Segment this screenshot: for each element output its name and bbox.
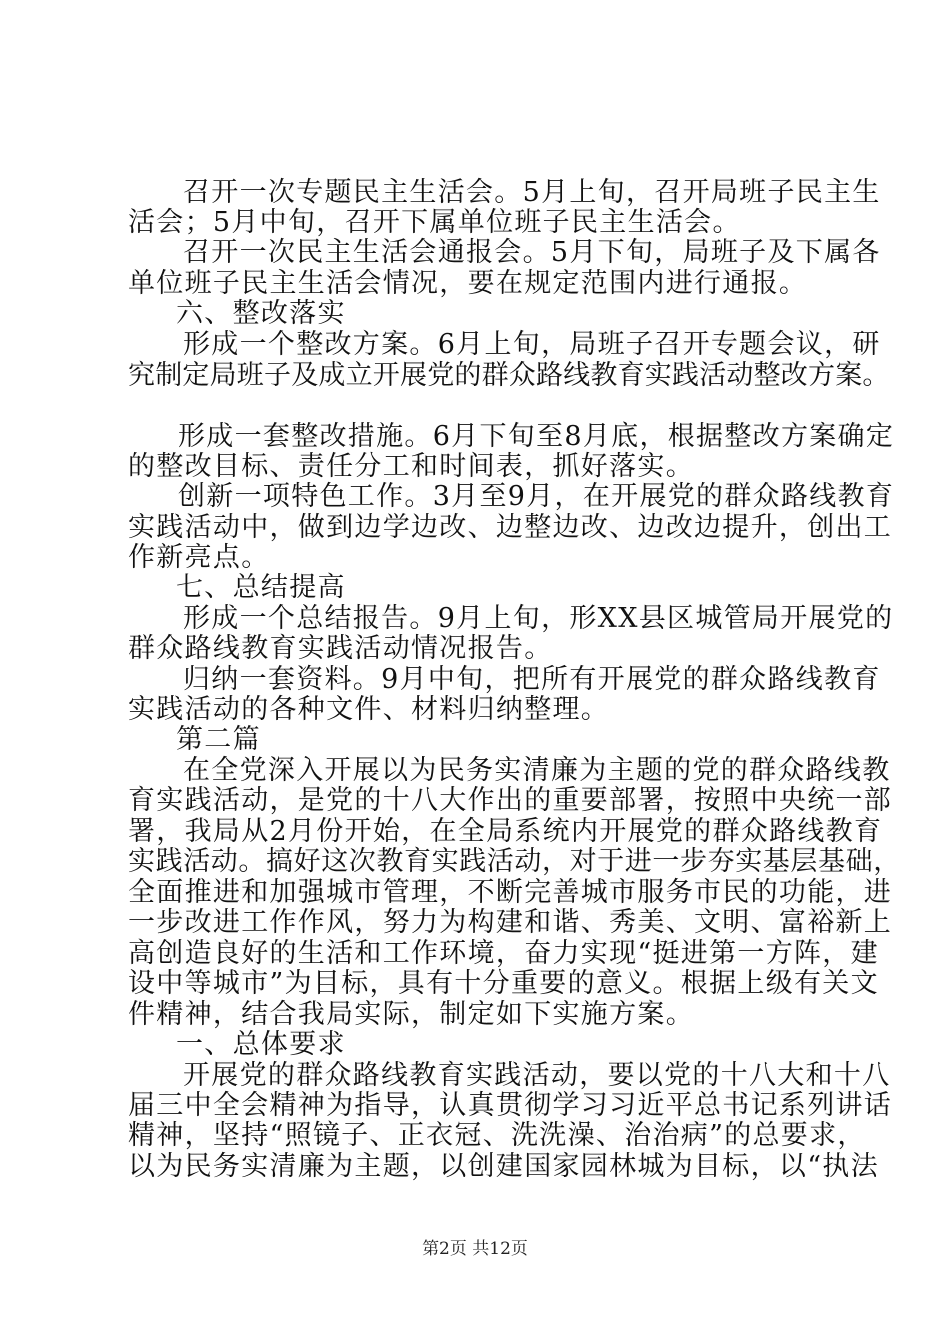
text-line: 单位班子民主生活会情况，要在规定范围内进行通报。 [128, 268, 808, 299]
section-heading: 第二篇 [176, 724, 261, 755]
text-line: 创新一项特色工作。3月至9月，在开展党的群众路线教育 [178, 481, 895, 512]
text-line: 育实践活动，是党的十八大作出的重要部署，按照中央统一部 [128, 785, 893, 816]
text-line: 实践活动的各种文件、材料归纳整理。 [128, 694, 610, 725]
text-line: 活会；5月中旬，召开下属单位班子民主生活会。 [128, 207, 741, 238]
page-number-footer: 第2页 共12页 [422, 1239, 528, 1259]
text-line: 在全党深入开展以为民务实清廉为主题的党的群众路线教 [183, 755, 891, 786]
section-heading: 一、总体要求 [176, 1029, 346, 1060]
text-line: 全面推进和加强城市管理，不断完善城市服务市民的功能，进 [128, 877, 893, 908]
text-line: 开展党的群众路线教育实践活动，要以党的十八大和十八 [183, 1060, 891, 1091]
text-line: 的整改目标、责任分工和时间表，抓好落实。 [128, 451, 694, 482]
text-line: 件精神，结合我局实际，制定如下实施方案。 [128, 999, 694, 1030]
text-line: 群众路线教育实践活动情况报告。 [128, 633, 553, 664]
text-line: 归纳一套资料。9月中旬，把所有开展党的群众路线教育 [183, 664, 881, 695]
text-line: 以为民务实清廉为主题，以创建国家园林城为目标，以“执法 [128, 1151, 879, 1182]
text-line: 形成一个整改方案。6月上旬，局班子召开专题会议，研 [183, 329, 881, 360]
text-line: 形成一套整改措施。6月下旬至8月底，根据整改方案确定 [178, 421, 895, 452]
text-line: 署，我局从2月份开始，在全局系统内开展党的群众路线教育 [128, 816, 883, 847]
section-heading: 六、整改落实 [176, 298, 346, 329]
text-line: 一步改进工作作风，努力为构建和谐、秀美、文明、富裕新上 [128, 907, 893, 938]
text-line: 召开一次专题民主生活会。5月上旬，召开局班子民主生 [183, 177, 881, 208]
section-heading: 七、总结提高 [176, 572, 346, 603]
text-line: 召开一次民主生活会通报会。5月下旬，局班子及下属各 [183, 237, 881, 268]
text-line: 形成一个总结报告。9月上旬，形XX县区城管局开展党的 [183, 603, 894, 634]
text-line: 高创造良好的生活和工作环境，奋力实现“挺进第一方阵，建 [128, 938, 879, 969]
text-line: 作新亮点。 [128, 542, 270, 573]
text-line: 届三中全会精神为指导，认真贯彻学习习近平总书记系列讲话 [128, 1090, 893, 1121]
text-line: 实践活动中，做到边学边改、边整边改、边改边提升，创出工 [128, 512, 893, 543]
text-line: 实践活动。搞好这次教育实践活动，对于进一步夯实基层基础， [128, 846, 901, 877]
text-line: 究制定局班子及成立开展党的群众路线教育实践活动整改方案。 [128, 360, 890, 391]
text-line: 精神，坚持“照镜子、正衣冠、洗洗澡、治治病”的总要求， [128, 1120, 866, 1151]
text-line: 设中等城市”为目标，具有十分重要的意义。根据上级有关文 [128, 968, 879, 999]
